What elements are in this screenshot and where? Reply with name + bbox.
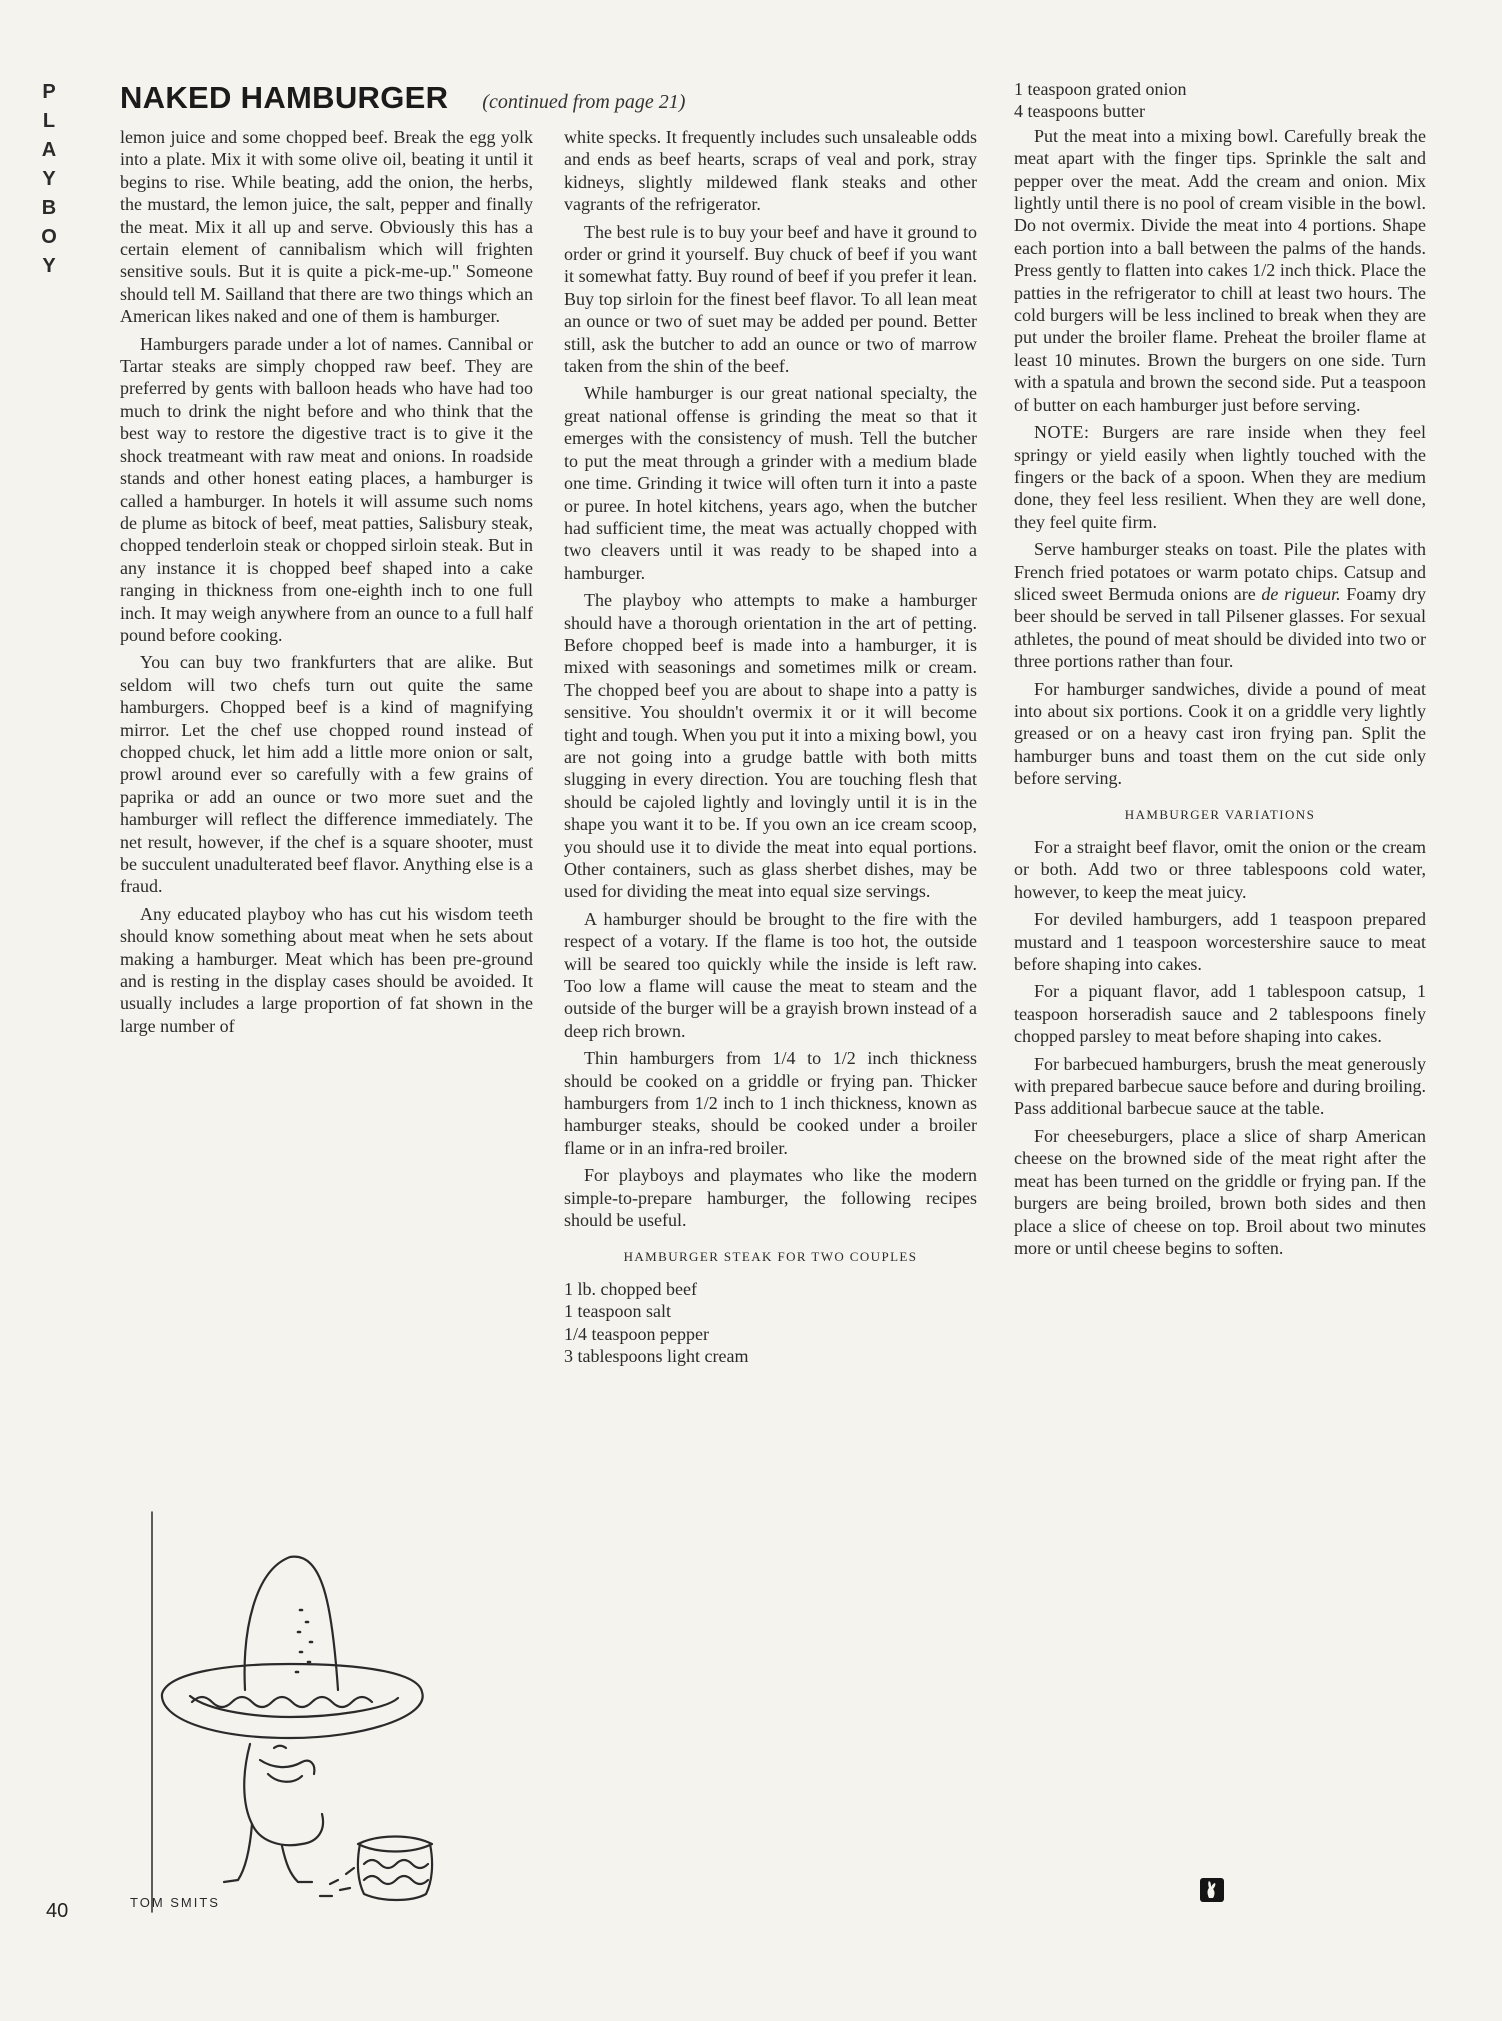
serving-text-start: Serve hamburger steaks on toast. Pile the plates with French fried potatoes or warm potato chips. Catsup and sliced sweet Bermuda onions are: [1014, 539, 1426, 604]
masthead-letter: L: [42, 110, 56, 132]
variations-paragraphs: [1014, 836, 1426, 1259]
paragraph: The playboy who attempts to make a hamburger should have a thorough orientation in the art of petting. Before chopped beef is made into a hamburger, it is mixed with seasonings and sometimes milk or cream. The chopped beef you are about to shape into a patty is sensitive. You shouldn't overmix it or it will become tight and tough. When you put it into a mixing bowl, you are not going into a grudge battle with both mitts slugging in every direction. You are touching flesh that should be cajoled lightly and lovingly until it is in the shape you want it to be. If you own an ice cream scoop, you should use it to divide the meat into equal portions. Other containers, such as glass sherbet dishes, may be used for dividing the meat into equal size servings.: [564, 590, 977, 902]
ingredient-item: 1/4 teaspoon pepper: [564, 1323, 709, 1344]
ingredient-item: 1 teaspoon grated onion: [1014, 79, 1187, 99]
paragraph: For barbecued hamburgers, brush the meat generously with prepared barbecue sauce before and during broiling. Pass additional barbecue sauce at the table.: [1014, 1053, 1426, 1119]
paragraph: While hamburger is our great national specialty, the great national offense is grinding the meat so that it emerges with the consistency of mush. Tell the butcher to put the meat through a grinder with a medium blade one time. Grinding it twice will often turn it into a paste or puree. In hotel kitchens, years ago, when the butcher had sufficient time, the meat was actually chopped with two cleavers until it was ready to be shaped into a hamburger.: [564, 383, 977, 583]
sombrero-cartoon-illustration: [130, 1512, 500, 1912]
note-label: NOTE:: [1034, 422, 1090, 443]
ingredient-item: 1 teaspoon salt: [564, 1301, 671, 1322]
paragraph: Hamburgers parade under a lot of names. Cannibal or Tartar steaks are simply chopped raw beef. They are preferred by gents with balloon heads who have had too much to drink the night before and who think that the best way to restore the digestive tract is to give it the shock treatmeant with raw meat and onions. In roadside stands and other honest eating places, a hamburger is called a hamburger. In hotels it will assume such noms de plume as bitock of beef, meat patties, Salisbury steak, chopped tenderloin steak or chopped sirloin steak. But in any instance it is chopped beef shaped into a cake ranging in thickness from one-eighth inch to one full inch. It may weigh anywhere from an ounce to a full half pound before cooking.: [120, 333, 533, 645]
playboy-masthead: [34, 78, 64, 281]
masthead-letter: O: [41, 226, 57, 248]
paragraph: You can buy two frankfurters that are alike. But seldom will two chefs turn out quite the same hamburgers. Chopped beef is a kind of magnifying mirror. Let the chef use chopped round instead of chopped chuck, let him add a little more onion or salt, prowl around ever so carefully with a few grains of paprika or add an ounce or two more suet and the hamburger will reflect the difference immediately. The net result, however, if the chef is a square shooter, must be succulent unadulterated beef flavor. Anything else is a fraud.: [120, 652, 533, 897]
masthead-letter: B: [41, 197, 57, 219]
masthead-letter: P: [42, 81, 56, 103]
ingredient-item: 4 teaspoons butter: [1014, 101, 1145, 122]
ingredient-list-continued: [1014, 78, 1426, 123]
continued-note: (continued from page 21): [482, 91, 686, 113]
page-number: 40: [46, 1900, 69, 1922]
paragraph: For hamburger sandwiches, divide a pound of meat into about six portions. Cook it on a griddle very lightly greased or on a heavy cast iron frying pan. Split the hamburger buns and toast them on the cut side only before serving.: [1014, 678, 1426, 789]
paragraph: Thin hamburgers from 1/4 to 1/2 inch thickness should be cooked on a griddle or frying pan. Thicker hamburgers from 1/2 inch to 1 inch thickness, known as hamburger steaks, should be cooked under a broiler flame or in an infra-red broiler.: [564, 1048, 977, 1158]
cartoonist-signature: TOM SMITS: [130, 1895, 220, 1910]
serving-paragraph: [1014, 538, 1426, 672]
paragraph: For a piquant flavor, add 1 tablespoon catsup, 1 teaspoon horseradish sauce and 2 tablespoons finely chopped parsley to meat before shaping into cakes.: [1014, 981, 1426, 1047]
column-2-paragraphs: [564, 126, 977, 1232]
serving-text-end: Foamy dry beer should be served in tall Pilsener glasses. For sexual athletes, the pound of meat should be divided into two or three portions rather than four.: [1014, 583, 1426, 672]
text-column-1: [120, 126, 533, 1042]
text-column-3: [1014, 78, 1426, 1264]
paragraph: For cheeseburgers, place a slice of sharp American cheese on the browned side of the meat right after the meat has been turned on the griddle or frying pan. If the burgers are being broiled, brown both sides and then place a slice of cheese on top. Broil about two minutes more or until cheese begins to soften.: [1014, 1125, 1426, 1258]
bunny-logo-end-mark: [1200, 1878, 1224, 1902]
masthead-letter: Y: [42, 255, 56, 277]
recipe-instructions: [1014, 125, 1426, 416]
recipe-heading: HAMBURGER STEAK FOR TWO COUPLES: [623, 1248, 918, 1264]
paragraph: white specks. It frequently includes such unsaleable odds and ends as beef hearts, scraps of veal and pork, stray kidneys, slightly mildewed flank steaks and other vagrants of the refrigerator.: [564, 127, 977, 215]
note-text: Burgers are rare inside when they feel springy or yield easily when lightly touched with the fingers or the back of a spoon. When they are medium done, they feel less resilient. When they are well done, they feel quite firm.: [1014, 422, 1426, 532]
bunny-icon: [1200, 1878, 1224, 1902]
paragraph: For playboys and playmates who like the modern simple-to-prepare hamburger, the following recipes should be useful.: [564, 1165, 977, 1231]
masthead-letter: A: [41, 139, 57, 161]
ingredient-item: 3 tablespoons light cream: [564, 1346, 749, 1367]
paragraph: For a straight beef flavor, omit the onion or the cream or both. Add two or three tablespoons cold water, however, to keep the meat juicy.: [1014, 837, 1426, 902]
variations-heading: HAMBURGER VARIATIONS: [1124, 806, 1316, 822]
paragraph: For deviled hamburgers, add 1 teaspoon prepared mustard and 1 teaspoon worcestershire sauce to meat before shaping into cakes.: [1014, 909, 1426, 975]
paragraph: lemon juice and some chopped beef. Break the egg yolk into a plate. Mix it with some olive oil, beating it until it begins to rise. While beating, add the onion, the herbs, the mustard, the lemon juice, the salt, pepper and finally the meat. Mix it all up and serve. Obviously this has a certain element of cannibalism which will frighten sensitive souls. But it is quite a pick-me-up." Someone should tell M. Sailland that there are two things which an American likes naked and one of them is hamburger.: [120, 127, 533, 327]
article-title: NAKED HAMBURGER: [120, 80, 449, 115]
sandwich-paragraphs: [1014, 678, 1426, 790]
paragraph: Any educated playboy who has cut his wisdom teeth should know something about meat when he sets about making a hamburger. Meat which has been pre-ground and is resting in the display cases should be avoided. It usually includes a large proportion of fat shown in the large number of: [120, 903, 533, 1036]
ingredient-list: [564, 1278, 977, 1368]
paragraph: The best rule is to buy your beef and have it ground to order or grind it yourself. Buy chuck of beef if you want it somewhat fatty. Buy round of beef if you prefer it lean. Buy top sirloin for the finest beef flavor. To all lean meat an ounce or two of suet may be added per pound. Better still, ask the butcher to add an ounce or two of marrow taken from the shin of the beef.: [564, 221, 977, 377]
paragraph: A hamburger should be brought to the fire with the respect of a votary. If the flame is too hot, the outside will be seared too quickly while the inside is left raw. Too low a flame will cause the meat to steam and the outside of the burger will be a grayish brown instead of a deep rich brown.: [564, 908, 977, 1041]
serving-text-italic: de rigueur.: [1261, 583, 1341, 604]
article-header: [120, 80, 685, 124]
text-column-2: [564, 126, 977, 1370]
ingredient-item: 1 lb. chopped beef: [564, 1278, 697, 1299]
masthead-letter: Y: [42, 168, 56, 190]
doneness-note: [1014, 421, 1426, 533]
paragraph: Put the meat into a mixing bowl. Carefully break the meat apart with the finger tips. Sprinkle the salt and pepper over the meat. Add the cream and onion. Mix lightly until there is no pool of cream visible in the bowl. Do not overmix. Divide the meat into 4 portions. Shape each portion into a ball between the palms of the hands. Press gently to flatten into cakes 1/2 inch thick. Place the patties in the refrigerator to chill at least two hours. The cold burgers will be less inclined to break when they are put under the broiler flame. Preheat the broiler flame at least 10 minutes. Brown the burgers on one side. Turn with a spatula and brown the second side. Put a teaspoon of butter on each hamburger just before serving.: [1014, 125, 1426, 415]
